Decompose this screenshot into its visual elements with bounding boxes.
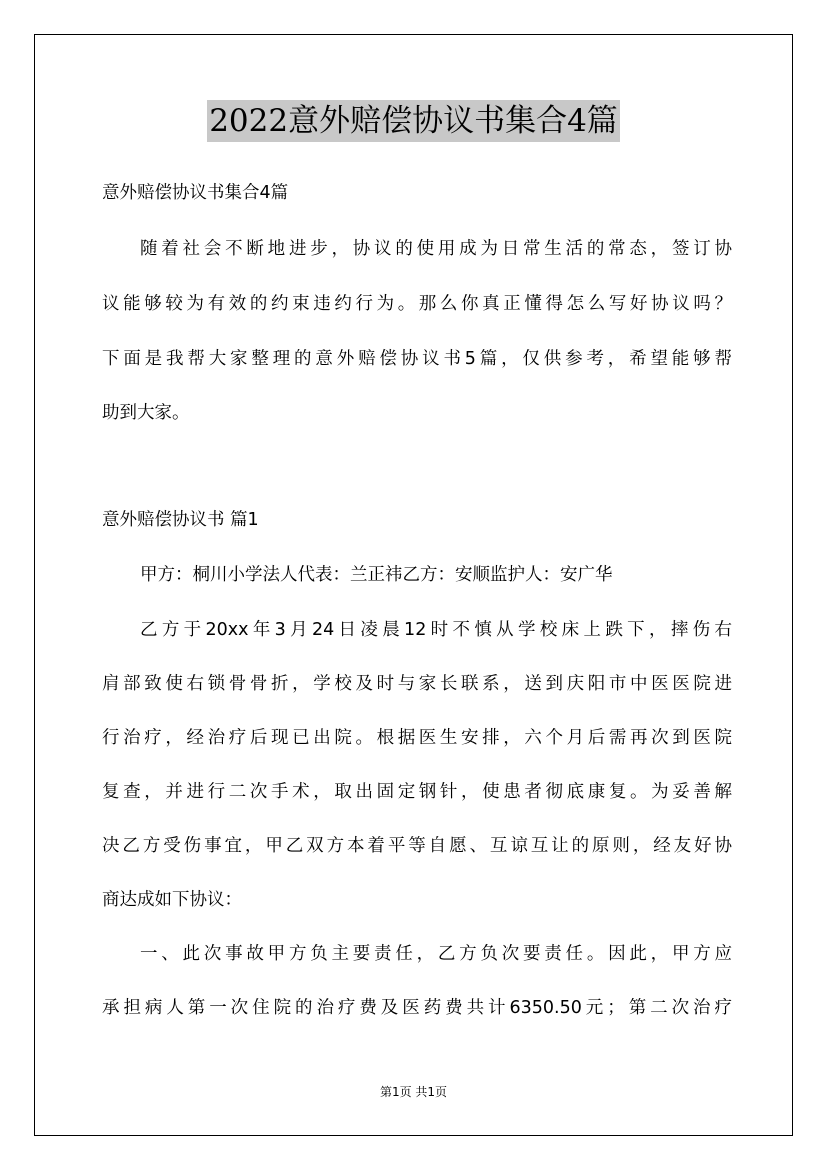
intro-line: 议能够较为有效的约束违约行为。那么你真正懂得怎么写好协议吗？ (102, 294, 732, 314)
incident-line: 商达成如下协议： (102, 890, 242, 910)
incident-line: 决乙方受伤事宜，甲乙双方本着平等自愿、互谅互让的原则，经友好协 (102, 836, 732, 856)
section-heading: 意外赔偿协议书 篇1 (102, 510, 259, 530)
incident-line: 复查，并进行二次手术，取出固定钢针，使患者彻底康复。为妥善解 (102, 782, 732, 802)
document-title: 2022意外赔偿协议书集合4篇 (207, 100, 620, 142)
intro-line: 助到大家。 (102, 403, 190, 423)
intro-line: 下面是我帮大家整理的意外赔偿协议书5篇，仅供参考，希望能够帮 (102, 349, 732, 369)
document-subtitle: 意外赔偿协议书集合4篇 (102, 183, 289, 203)
page-footer: 第1页 共1页 (379, 1085, 448, 1099)
title-container (0, 100, 827, 142)
incident-line: 肩部致使右锁骨骨折，学校及时与家长联系，送到庆阳市中医医院进 (102, 674, 732, 694)
incident-line: 乙方于20xx年3月24日凌晨12时不慎从学校床上跌下，摔伤右 (140, 620, 732, 640)
intro-line: 随着社会不断地进步，协议的使用成为日常生活的常态，签订协 (140, 239, 732, 259)
clause-line: 一、此次事故甲方负主要责任，乙方负次要责任。因此，甲方应 (140, 944, 732, 964)
incident-line: 行治疗，经治疗后现已出院。根据医生安排，六个月后需再次到医院 (102, 728, 732, 748)
parties-line: 甲方：桐川小学法人代表：兰正祎乙方：安顺监护人：安广华 (140, 565, 613, 585)
clause-line: 承担病人第一次住院的治疗费及医药费共计6350.50元；第二次治疗 (102, 998, 732, 1018)
